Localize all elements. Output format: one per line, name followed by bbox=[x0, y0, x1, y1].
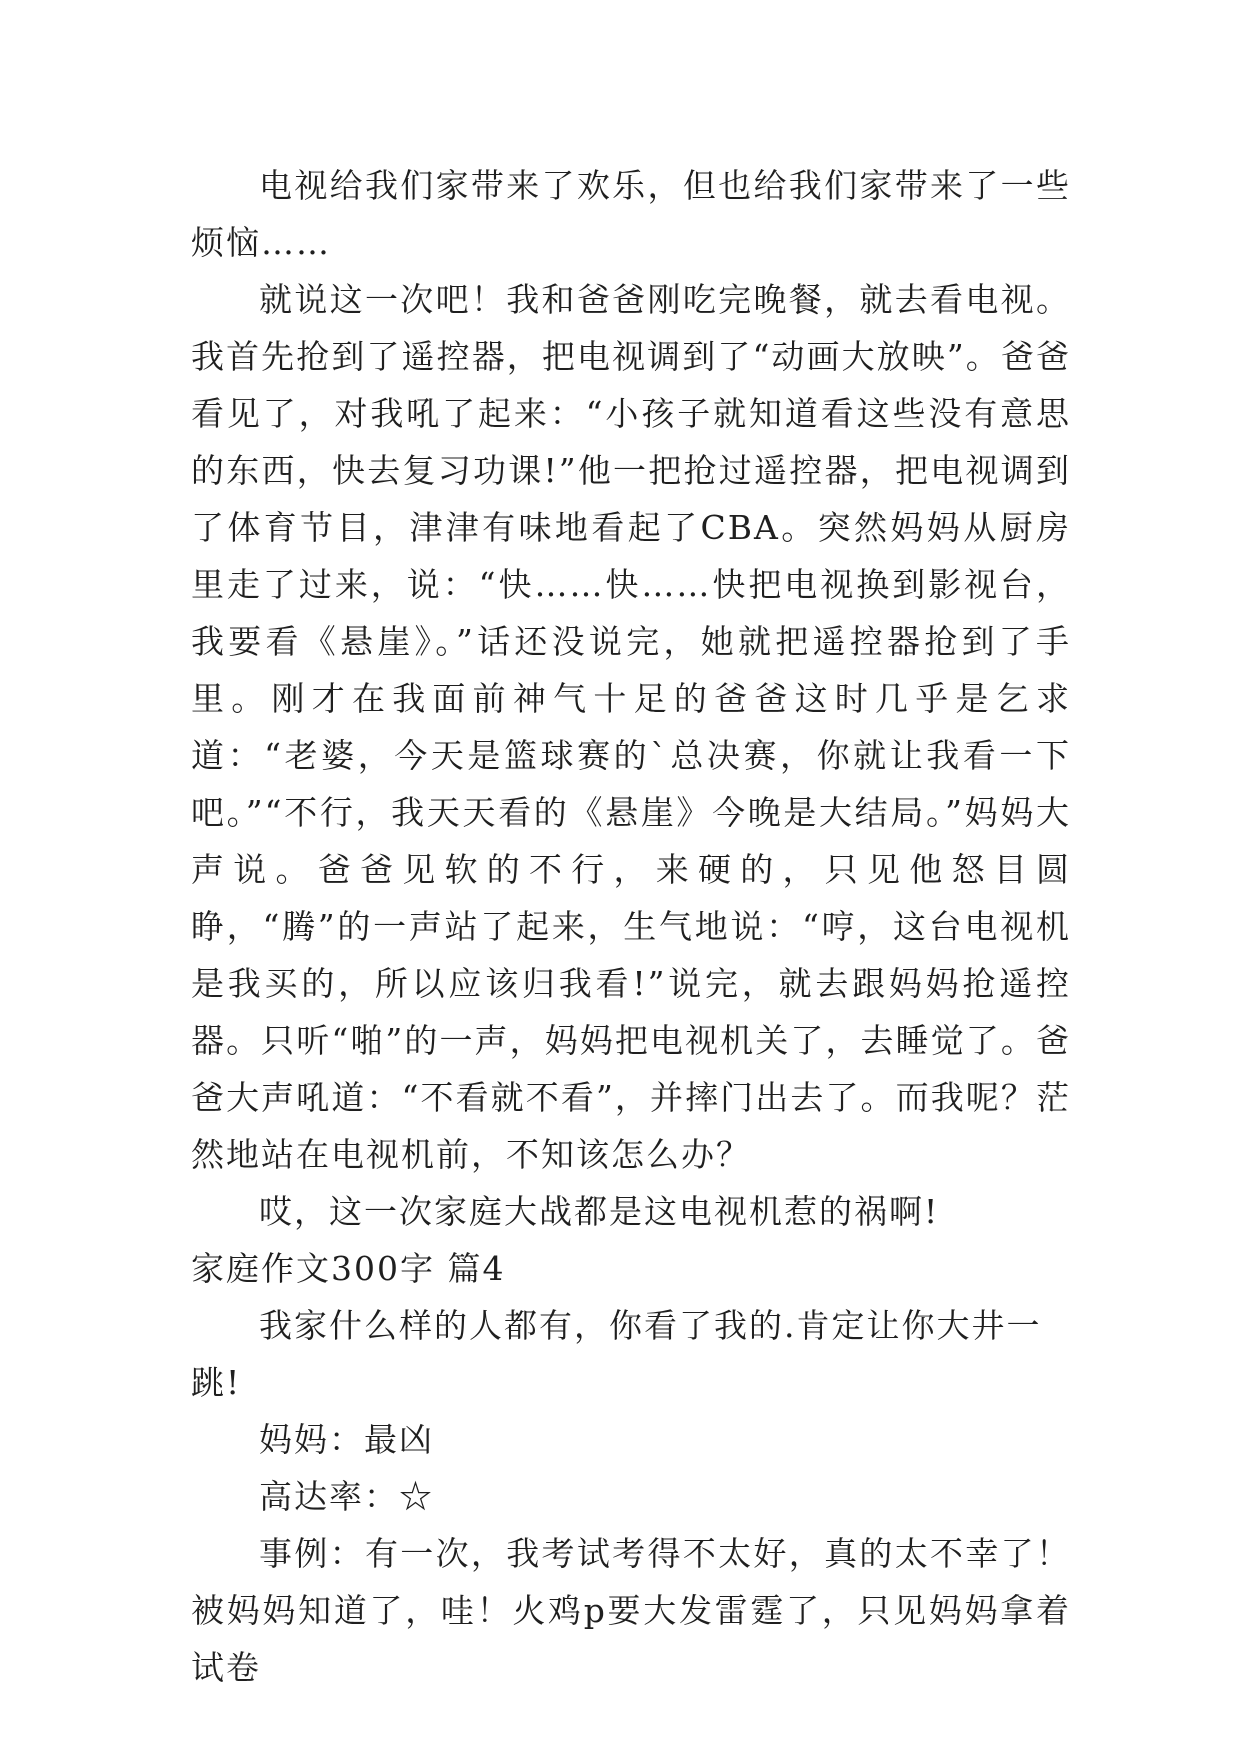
paragraph-conclusion: 哎，这一次家庭大战都是这电视机惹的祸啊! bbox=[259, 1192, 940, 1231]
paragraph-family-intro: 我家什么样的人都有，你看了我的.肯定让你大井一跳! bbox=[191, 1306, 1042, 1402]
paragraph-intro: 电视给我们家带来了欢乐，但也给我们家带来了一些烦恼…… bbox=[191, 166, 1071, 262]
paragraph-tv-fight: 就说这一次吧！我和爸爸刚吃完晚餐，就去看电视。我首先抢到了遥控器，把电视调到了“动画大放映”。爸爸看见了，对我吼了起来：“小孩子就知道看这些没有意思的东西，快去复习功课!”他一把抢过遥控器，把电视调到了体育节目，津津有味地看起了CBA。突然妈妈从厨房里走了过来，说：“快……快……快把电视换到影视台，我要看《悬崖》。”话还没说完，她就把遥控器抢到了手里。刚才在我面前神气十足的爸爸这时几乎是乞求道：“老婆，今天是篮球赛的`总决赛，你就让我看一下吧。”“不行，我天天看的《悬崖》今晚是大结局。”妈妈大声说。爸爸见软的不行，来硬的，只见他怒目圆睁，“腾”的一声站了起来，生气地说：“哼，这台电视机是我买的，所以应该归我看!”说完，就去跟妈妈抢遥控器。只听“啪”的一声，妈妈把电视机关了，去睡觉了。爸爸大声吼道：“不看就不看”，并摔门出去了。而我呢？茫然地站在电视机前，不知该怎么办？ bbox=[191, 280, 1071, 1174]
paragraph-mom-label: 妈妈：最凶 bbox=[259, 1420, 434, 1459]
section-heading: 家庭作文300字 篇4 bbox=[191, 1249, 506, 1288]
paragraph-rating: 高达率：☆ bbox=[259, 1477, 434, 1516]
paragraph-example: 事例：有一次，我考试考得不太好，真的太不幸了！被妈妈知道了，哇！火鸡p要大发雷霆了，只见妈妈拿着试卷 bbox=[191, 1534, 1071, 1687]
article-body bbox=[191, 157, 1071, 1696]
